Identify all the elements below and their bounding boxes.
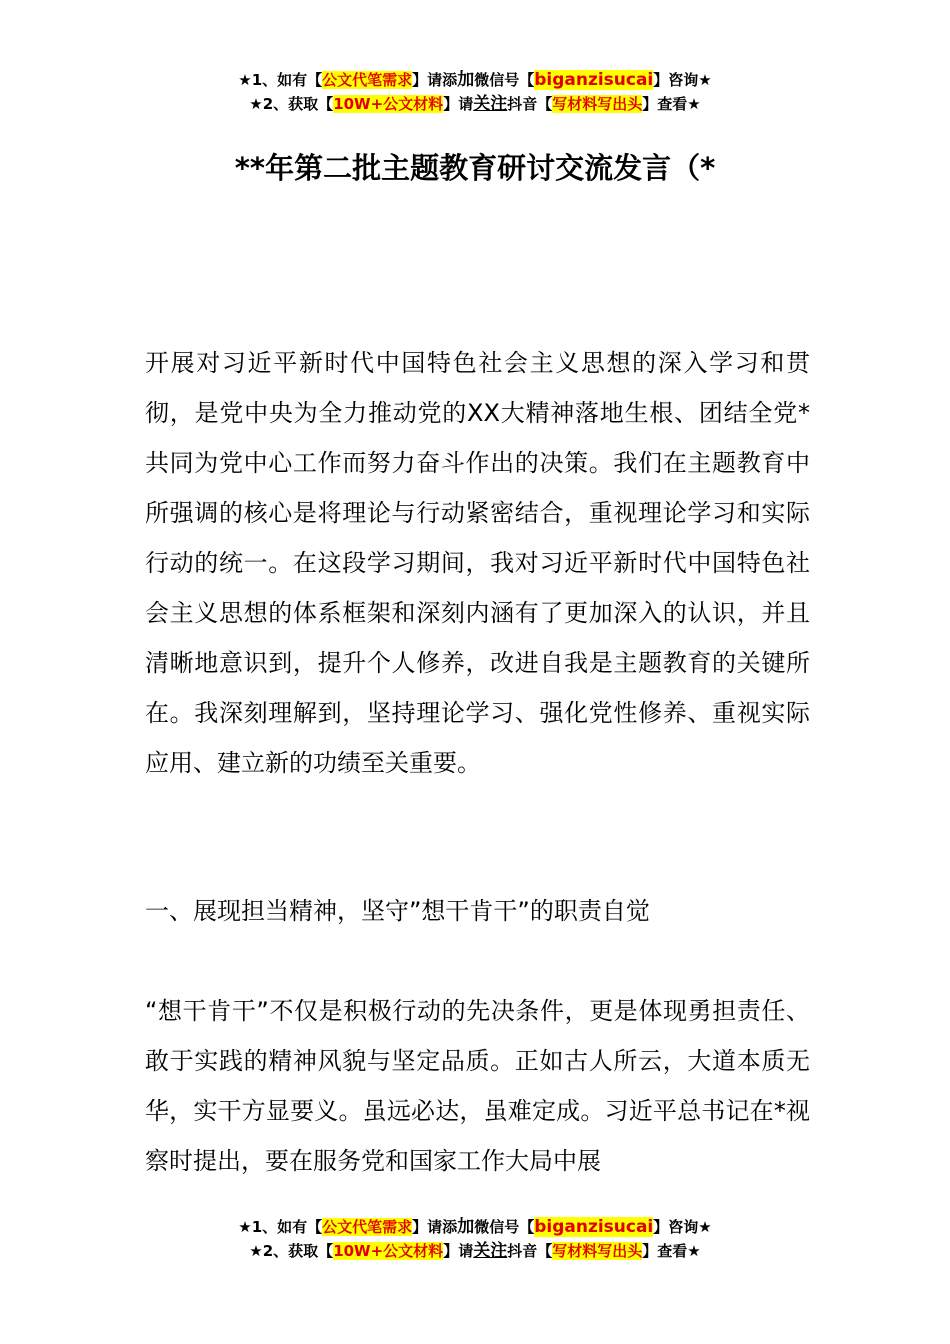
banner-line1-prefix: ★1、如有【 — [238, 71, 323, 89]
banner-line-1 — [0, 1215, 950, 1239]
banner-line2-suffix: 】查看★ — [642, 95, 701, 113]
document-title: **年第二批主题教育研讨交流发言（* — [234, 151, 716, 185]
banner-line2-emph: 关注 — [473, 94, 508, 114]
banner-line1-mid1: 】请添 — [412, 1218, 458, 1236]
banner-line1-service: 公文代笔需求 — [322, 1218, 413, 1236]
banner-line1-prefix: ★1、如有【 — [238, 1218, 323, 1236]
paragraph-section-1: “想干肯干”不仅是积极行动的先决条件，更是体现勇担责任、敢于实践的精神风貌与坚定品质。正如古人所云，大道本质无华，实干方显要义。虽远必达，虽难定成。习近平总书记在*视察时提出，要在服务党和国家工作大局中展 — [145, 997, 810, 1175]
section-heading-1: 一、展现担当精神，坚守”想干肯干”的职责自觉 — [145, 897, 650, 925]
banner-line-2 — [0, 1239, 950, 1263]
banner-line1-account: biganzisucai — [534, 70, 654, 90]
banner-line1-mid2: 微信号【 — [474, 71, 535, 89]
banner-line2-mid1: 】请 — [443, 1242, 474, 1260]
banner-line2-mid2: 抖音【 — [507, 1242, 553, 1260]
banner-line1-emph: 加 — [457, 70, 475, 90]
paragraph-intro: 开展对习近平新时代中国特色社会主义思想的深入学习和贯彻，是党中央为全力推动党的XX大精神落地生根、团结全党*共同为党中心工作而努力奋斗作出的决策。我们在主题教育中所强调的核心是将理论与行动紧密结合，重视理论学习和实际行动的统一。在这段学习期间，我对习近平新时代中国特色社会主义思想的体系框架和深刻内涵有了更加深入的认识，并且清晰地意识到，提升个人修养，改进自我是主题教育的关键所在。我深刻理解到，坚持理论学习、强化党性修养、重视实际应用、建立新的功绩至关重要。 — [145, 349, 810, 777]
banner-line2-suffix: 】查看★ — [642, 1242, 701, 1260]
banner-line2-account: 写材料写出头 — [552, 1242, 643, 1260]
banner-line2-mid2: 抖音【 — [507, 95, 553, 113]
banner-line1-suffix: 】咨询★ — [653, 1218, 712, 1236]
banner-line2-emph: 关注 — [473, 1241, 508, 1261]
banner-line2-material: 10W+公文材料 — [333, 95, 444, 113]
banner-line1-mid2: 微信号【 — [474, 1218, 535, 1236]
banner-line1-emph: 加 — [457, 1217, 475, 1237]
banner-line-2 — [0, 92, 950, 116]
banner-line1-service: 公文代笔需求 — [322, 71, 413, 89]
banner-line-1 — [0, 68, 950, 92]
banner-line2-mid1: 】请 — [443, 95, 474, 113]
banner-line2-prefix: ★2、获取【 — [249, 1242, 334, 1260]
banner-line2-account: 写材料写出头 — [552, 95, 643, 113]
bottom-banner — [0, 1215, 950, 1263]
banner-line2-material: 10W+公文材料 — [333, 1242, 444, 1260]
banner-line1-mid1: 】请添 — [412, 71, 458, 89]
banner-line1-account: biganzisucai — [534, 1217, 654, 1237]
banner-line2-prefix: ★2、获取【 — [249, 95, 334, 113]
banner-line1-suffix: 】咨询★ — [653, 71, 712, 89]
top-banner — [0, 68, 950, 116]
